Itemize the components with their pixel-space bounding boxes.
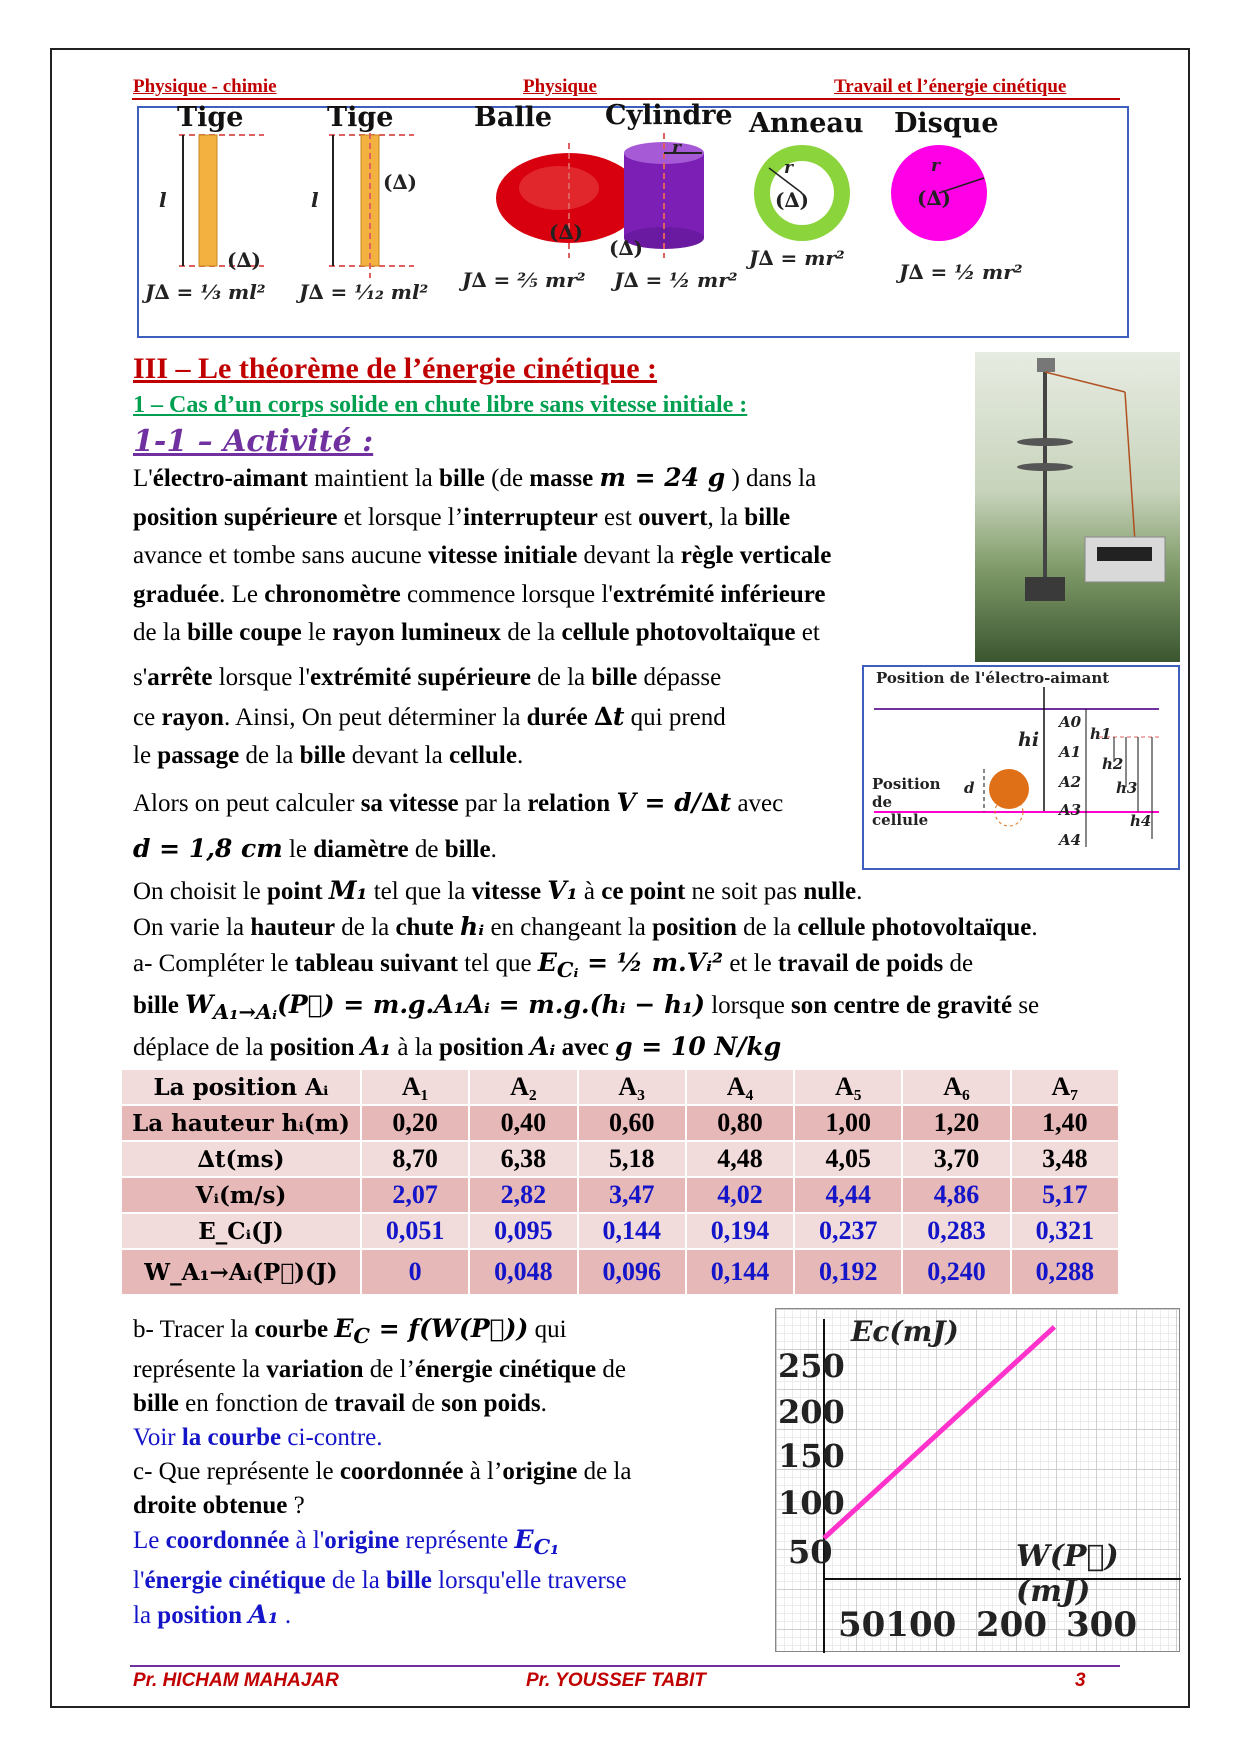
table-cell: 0,237 [794,1213,902,1249]
table-cell: 6,38 [469,1141,577,1177]
section-title: III – Le théorème de l’énergie cinétique : [133,352,658,385]
anneau-axis: (∆) [775,188,809,212]
table-cell: A₄ [686,1069,794,1105]
row-header: La position Aᵢ [121,1069,361,1105]
table-row [121,1141,1119,1177]
questions-text: On choisit le point M₁ tel que la vitesse V₁ à ce point ne soit pas nulle. On varie la hauteur de la chute hᵢ en changeant la position de la cellule photovoltaïque. a- Compléter le tableau suivant tel que $E_{Cᵢ}$ = ½ m.Vᵢ² et le travail de poids de bille $W_{A_1\to Aᵢ}(P⃗)$ = m.g.A₁Aᵢ = m.g.(hᵢ − h₁) lorsque son centre de gravité se déplace de la position A₁ à la position Aᵢ avec g = 10 N/kg [133,876,1040,1061]
moments-of-inertia-panel [137,100,1129,338]
activity-paragraph-2: s'arrête lorsque l'extrémité supérieure de la bille dépasse ce rayon. Ainsi, On peut déterminer la durée ∆t qui prend le passage de la bille devant la cellule. [133,664,726,769]
table-cell: 0,192 [794,1249,902,1295]
table-cell: 3,48 [1011,1141,1119,1177]
table-cell: 4,02 [686,1177,794,1213]
table-row [121,1069,1119,1105]
table-cell: A₁ [361,1069,469,1105]
table-row [121,1105,1119,1141]
table-cell: 1,40 [1011,1105,1119,1141]
y-tick: 150 [778,1437,845,1475]
y-tick: 250 [778,1347,845,1385]
table-cell: A₆ [902,1069,1010,1105]
apparatus-illustration [975,352,1180,662]
table-cell: 0,144 [578,1213,686,1249]
tige-2-length: l [311,188,319,212]
footer-author-1: Pr. HICHAM MAHAJAR [133,1670,339,1691]
table-cell: 5,17 [1011,1177,1119,1213]
series-line [824,1327,1054,1538]
tige-2-label: Tige [327,102,394,133]
tige-1-length: l [159,188,167,212]
header-subject: Physique - chimie [133,76,277,97]
table-row [121,1249,1119,1295]
table-cell: 0,288 [1011,1249,1119,1295]
table-cell: 1,00 [794,1105,902,1141]
h2-label: h2 [1102,755,1124,773]
table-cell: 0,051 [361,1213,469,1249]
table-cell: 0,095 [469,1213,577,1249]
footer-author-2: Pr. YOUSSEF TABIT [526,1670,706,1691]
h1-label: h1 [1090,725,1112,743]
tige-1-axis: (∆) [227,248,261,272]
answer-paragraph: b- Tracer la courbe $E_C$ = f(W(P⃗)) qui représente la variation de l’énergie cinétique de bille en fonction de travail de son poids. Voir la courbe ci-contre. c- Que représente le coordonnée à l’origine de la droite obtenue ? Le coordonnée à l'origine représente $E_{C_1}$ l'énergie cinétique de la bille lorsqu'elle traverse la position A₁ . [133,1314,632,1629]
table-row [121,1213,1119,1249]
point-a4: A4 [1059,831,1082,849]
x-tick: 50100 [838,1605,957,1645]
moments-illustration [139,108,1131,340]
table-cell: 0,20 [361,1105,469,1141]
electro-position-label: Position de l'électro-aimant [876,669,1110,687]
table-cell: 0,194 [686,1213,794,1249]
table-cell: 0,283 [902,1213,1010,1249]
anneau-label: Anneau [749,108,864,139]
page-number: 3 [1075,1670,1086,1691]
table-cell: A₂ [469,1069,577,1105]
anneau-radius: r [784,158,793,178]
point-a1: A1 [1059,743,1082,761]
hi-label: hi [1018,729,1040,751]
tige-1-label: Tige [177,102,244,133]
cylindre-formula: J∆ = ½ mr² [614,268,738,292]
table-cell: 0,096 [578,1249,686,1295]
cylindre-axis: (∆) [609,236,643,260]
disque-label: Disque [894,108,999,139]
anneau-formula: J∆ = mr² [749,246,845,270]
table-cell: 0,321 [1011,1213,1119,1249]
table-cell: 4,86 [902,1177,1010,1213]
disque-radius: r [931,156,940,176]
point-a2: A2 [1059,773,1082,791]
tige-2-formula: J∆ = ¹⁄₁₂ ml² [299,280,429,304]
table-cell: 0,048 [469,1249,577,1295]
x-tick: 300 [1066,1605,1137,1645]
table-cell: 4,48 [686,1141,794,1177]
x-tick: 200 [976,1605,1047,1645]
y-tick: 200 [778,1393,845,1431]
y-tick: 100 [778,1484,845,1522]
table-cell: 3,70 [902,1141,1010,1177]
header-branch: Physique [523,76,597,97]
header-chapter: Travail et l’énergie cinétique [834,76,1067,97]
table-cell: 5,18 [578,1141,686,1177]
table-cell: 1,20 [902,1105,1010,1141]
cell-diagram-drawing [864,667,1182,872]
cell-position-diagram [862,665,1180,870]
table-cell: 2,82 [469,1177,577,1213]
tige-1-formula: J∆ = ¹⁄₃ ml² [145,280,266,304]
table-cell: 4,44 [794,1177,902,1213]
balle-axis: (∆) [549,220,583,244]
table-cell: 0,240 [902,1249,1010,1295]
point-a3: A3 [1059,801,1082,819]
disque-axis: (∆) [917,186,951,210]
speed-relation: Alors on peut calculer sa vitesse par la relation V = d/∆t avec [133,788,784,817]
table-cell: 3,47 [578,1177,686,1213]
ec-vs-work-graph [775,1308,1180,1652]
y-axis-label: Ec(mJ) [851,1315,959,1348]
row-header: W_A₁→Aᵢ(P⃗)(J) [121,1249,361,1295]
table-row [121,1177,1119,1213]
row-header: E_Cᵢ(J) [121,1213,361,1249]
apparatus-photo [975,352,1180,662]
row-header: La hauteur hᵢ(m) [121,1105,361,1141]
disque-formula: J∆ = ½ mr² [899,260,1023,284]
x-axis-label: W(P⃗)(mJ) [1016,1539,1119,1609]
table-cell: 0 [361,1249,469,1295]
table-cell: A₇ [1011,1069,1119,1105]
table-cell: 2,07 [361,1177,469,1213]
tige-2-axis: (∆) [383,170,417,194]
d-label: d [964,779,975,797]
table-cell: 0,80 [686,1105,794,1141]
footer-rule [130,1665,1120,1667]
row-header: ∆t(ms) [121,1141,361,1177]
h4-label: h4 [1130,812,1152,830]
row-header: Vᵢ(m/s) [121,1177,361,1213]
measurements-table [120,1068,1120,1296]
table-cell: A₃ [578,1069,686,1105]
cylindre-radius: r [672,138,681,158]
activity-paragraph-1: L'électro-aimant maintient la bille (de masse m = 24 g ) dans la position supérieure et lorsque l’interrupteur est ouvert, la bille avance et tombe sans aucune vitesse initiale devant la règle verticale graduée. Le chronomètre commence lorsque l'extrémité inférieure de la bille coupe le rayon lumineux de la cellule photovoltaïque et [133,463,832,646]
diameter-text: d = 1,8 cm le diamètre de bille. [133,834,497,863]
table-cell: 0,144 [686,1249,794,1295]
table-cell: 0,60 [578,1105,686,1141]
balle-formula: J∆ = ²⁄₅ mr² [462,268,586,292]
y-tick: 50 [788,1533,833,1571]
cell-position-label: Position de cellule [872,775,941,829]
table-cell: 4,05 [794,1141,902,1177]
point-a0: A0 [1059,713,1082,731]
activity-title: 1-1 – Activité : [133,424,374,459]
table-cell: 8,70 [361,1141,469,1177]
cylindre-label: Cylindre [605,100,733,131]
section-subtitle: 1 – Cas d’un corps solide en chute libre sans vitesse initiale : [133,392,748,418]
table-cell: A₅ [794,1069,902,1105]
table-cell: 0,40 [469,1105,577,1141]
h3-label: h3 [1116,779,1138,797]
balle-label: Balle [474,102,553,133]
